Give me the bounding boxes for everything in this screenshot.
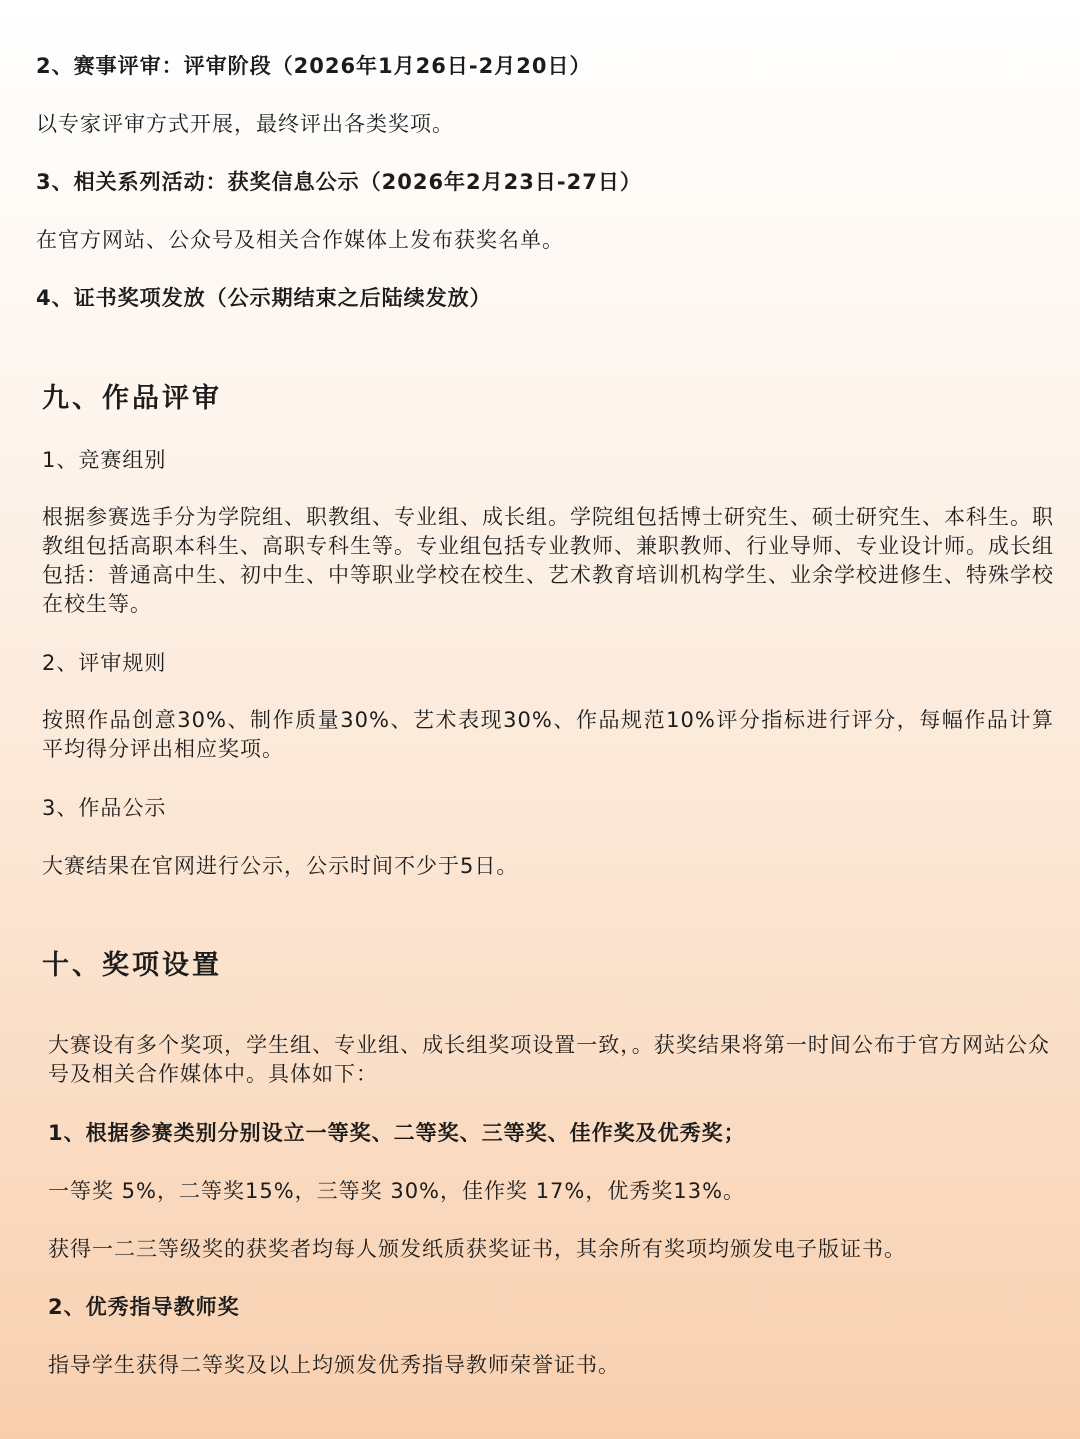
schedule-item-2-title: 2、赛事评审：评审阶段（2026年1月26日-2月20日） xyxy=(36,54,592,78)
section-9-sub-2: 2、评审规则 xyxy=(42,651,167,675)
section-10-item-2-title: 2、优秀指导教师奖 xyxy=(48,1295,240,1319)
section-9-para-2: 按照作品创意30%、制作质量30%、艺术表现30%、作品规范10%评分指标进行评分，每幅作品计算平均得分评出相应奖项。 xyxy=(42,708,1054,761)
section-10-item-2-desc: 指导学生获得二等奖及以上均颁发优秀指导教师荣誉证书。 xyxy=(48,1353,620,1377)
section-9-heading: 九、作品评审 xyxy=(42,383,222,414)
schedule-item-4-title: 4、证书奖项发放（公示期结束之后陆续发放） xyxy=(36,286,492,310)
section-10-heading: 十、奖项设置 xyxy=(42,950,222,981)
section-9-sub-3: 3、作品公示 xyxy=(42,796,167,820)
schedule-item-3-desc: 在官方网站、公众号及相关合作媒体上发布获奖名单。 xyxy=(36,228,564,252)
section-9-para-3: 大赛结果在官网进行公示，公示时间不少于5日。 xyxy=(42,854,519,878)
section-10-item-1-ratio: 一等奖 5%，二等奖15%，三等奖 30%，佳作奖 17%，优秀奖13%。 xyxy=(48,1179,746,1203)
section-10-intro: 大赛设有多个奖项，学生组、专业组、成长组奖项设置一致，。获奖结果将第一时间公布于官方网站公众号及相关合作媒体中。具体如下： xyxy=(48,1033,1050,1086)
schedule-item-3-title: 3、相关系列活动：获奖信息公示（2026年2月23日-27日） xyxy=(36,170,642,194)
section-10-item-1-cert: 获得一二三等级奖的获奖者均每人颁发纸质获奖证书，其余所有奖项均颁发电子版证书。 xyxy=(48,1237,906,1261)
section-9-para-1: 根据参赛选手分为学院组、职教组、专业组、成长组。学院组包括博士研究生、硕士研究生、本科生。职教组包括高职本科生、高职专科生等。专业组包括专业教师、兼职教师、行业导师、专业设计师。成长组包括：普通高中生、初中生、中等职业学校在校生、艺术教育培训机构学生、业余学校进修生、特殊学校在校生等。 xyxy=(42,505,1054,616)
section-9-sub-1: 1、竞赛组别 xyxy=(42,448,167,472)
section-10-item-1-title: 1、根据参赛类别分别设立一等奖、二等奖、三等奖、佳作奖及优秀奖； xyxy=(48,1121,746,1145)
schedule-item-2-desc: 以专家评审方式开展，最终评出各类奖项。 xyxy=(36,112,454,136)
